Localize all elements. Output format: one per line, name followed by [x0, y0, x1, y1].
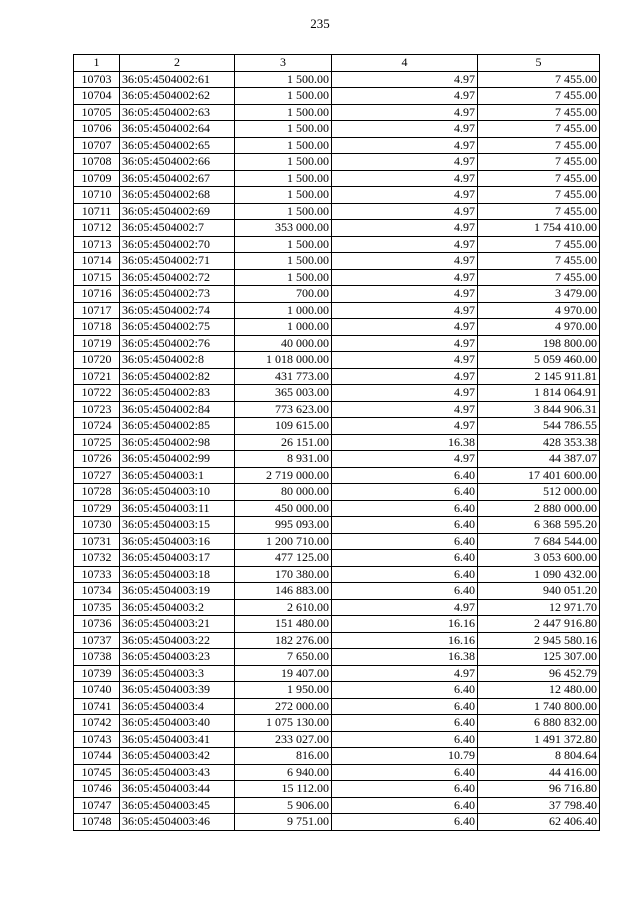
cadastral-number-cell: 36:05:4504003:15 [120, 517, 235, 534]
rate-cell: 4.97 [332, 203, 478, 220]
table-row [74, 368, 600, 385]
rate-cell: 4.97 [332, 269, 478, 286]
row-number-cell: 10736 [74, 616, 120, 633]
cadastral-number-cell: 36:05:4504002:85 [120, 418, 235, 435]
value-cell: 7 455.00 [478, 121, 600, 138]
table-row [74, 352, 600, 369]
rate-cell: 4.97 [332, 170, 478, 187]
table-row [74, 632, 600, 649]
row-number-cell: 10748 [74, 814, 120, 831]
row-number-cell: 10721 [74, 368, 120, 385]
table-header-row [74, 55, 600, 72]
table-row [74, 649, 600, 666]
rate-cell: 6.40 [332, 797, 478, 814]
table-row [74, 665, 600, 682]
row-number-cell: 10722 [74, 385, 120, 402]
row-number-cell: 10744 [74, 748, 120, 765]
value-cell: 7 455.00 [478, 236, 600, 253]
row-number-cell: 10733 [74, 566, 120, 583]
area-cell: 1 500.00 [235, 121, 332, 138]
area-cell: 2 610.00 [235, 599, 332, 616]
column-header-1: 1 [74, 55, 120, 72]
table-row [74, 451, 600, 468]
cadastral-number-cell: 36:05:4504003:11 [120, 500, 235, 517]
cadastral-number-cell: 36:05:4504002:98 [120, 434, 235, 451]
rate-cell: 4.97 [332, 368, 478, 385]
cadastral-number-cell: 36:05:4504002:71 [120, 253, 235, 270]
table-row [74, 731, 600, 748]
row-number-cell: 10714 [74, 253, 120, 270]
cadastral-number-cell: 36:05:4504003:41 [120, 731, 235, 748]
area-cell: 1 500.00 [235, 187, 332, 204]
value-cell: 7 455.00 [478, 154, 600, 171]
value-cell: 7 684 544.00 [478, 533, 600, 550]
value-cell: 12 971.70 [478, 599, 600, 616]
cadastral-number-cell: 36:05:4504002:70 [120, 236, 235, 253]
value-cell: 3 479.00 [478, 286, 600, 303]
cadastral-number-cell: 36:05:4504002:62 [120, 88, 235, 105]
area-cell: 450 000.00 [235, 500, 332, 517]
cadastral-number-cell: 36:05:4504003:46 [120, 814, 235, 831]
row-number-cell: 10707 [74, 137, 120, 154]
area-cell: 170 380.00 [235, 566, 332, 583]
area-cell: 477 125.00 [235, 550, 332, 567]
table-row [74, 88, 600, 105]
column-header-4: 4 [332, 55, 478, 72]
area-cell: 9 751.00 [235, 814, 332, 831]
rate-cell: 6.40 [332, 467, 478, 484]
cadastral-table [73, 54, 600, 831]
area-cell: 19 407.00 [235, 665, 332, 682]
value-cell: 7 455.00 [478, 170, 600, 187]
cadastral-number-cell: 36:05:4504002:84 [120, 401, 235, 418]
rate-cell: 4.97 [332, 665, 478, 682]
cadastral-number-cell: 36:05:4504003:1 [120, 467, 235, 484]
row-number-cell: 10703 [74, 71, 120, 88]
row-number-cell: 10726 [74, 451, 120, 468]
row-number-cell: 10735 [74, 599, 120, 616]
cadastral-number-cell: 36:05:4504003:16 [120, 533, 235, 550]
column-header-2: 2 [120, 55, 235, 72]
table-row [74, 715, 600, 732]
table-row [74, 220, 600, 237]
row-number-cell: 10732 [74, 550, 120, 567]
rate-cell: 4.97 [332, 418, 478, 435]
rate-cell: 4.97 [332, 236, 478, 253]
cadastral-number-cell: 36:05:4504002:69 [120, 203, 235, 220]
value-cell: 2 145 911.81 [478, 368, 600, 385]
area-cell: 816.00 [235, 748, 332, 765]
row-number-cell: 10725 [74, 434, 120, 451]
value-cell: 2 447 916.80 [478, 616, 600, 633]
cadastral-number-cell: 36:05:4504002:83 [120, 385, 235, 402]
area-cell: 1 200 710.00 [235, 533, 332, 550]
table-row [74, 121, 600, 138]
rate-cell: 6.40 [332, 533, 478, 550]
value-cell: 2 945 580.16 [478, 632, 600, 649]
row-number-cell: 10729 [74, 500, 120, 517]
table-row [74, 682, 600, 699]
area-cell: 8 931.00 [235, 451, 332, 468]
table-row [74, 533, 600, 550]
row-number-cell: 10715 [74, 269, 120, 286]
value-cell: 940 051.20 [478, 583, 600, 600]
row-number-cell: 10734 [74, 583, 120, 600]
cadastral-number-cell: 36:05:4504002:61 [120, 71, 235, 88]
value-cell: 8 804.64 [478, 748, 600, 765]
area-cell: 1 500.00 [235, 203, 332, 220]
row-number-cell: 10728 [74, 484, 120, 501]
row-number-cell: 10709 [74, 170, 120, 187]
area-cell: 700.00 [235, 286, 332, 303]
rate-cell: 4.97 [332, 319, 478, 336]
row-number-cell: 10741 [74, 698, 120, 715]
table-row [74, 797, 600, 814]
table-row [74, 170, 600, 187]
area-cell: 26 151.00 [235, 434, 332, 451]
area-cell: 1 500.00 [235, 88, 332, 105]
cadastral-number-cell: 36:05:4504002:66 [120, 154, 235, 171]
rate-cell: 6.40 [332, 566, 478, 583]
table-row [74, 434, 600, 451]
table-row [74, 484, 600, 501]
area-cell: 2 719 000.00 [235, 467, 332, 484]
value-cell: 96 716.80 [478, 781, 600, 798]
value-cell: 3 053 600.00 [478, 550, 600, 567]
row-number-cell: 10730 [74, 517, 120, 534]
table-row [74, 104, 600, 121]
table-row [74, 764, 600, 781]
rate-cell: 4.97 [332, 187, 478, 204]
cadastral-number-cell: 36:05:4504003:43 [120, 764, 235, 781]
table-body [74, 71, 600, 830]
rate-cell: 6.40 [332, 550, 478, 567]
cadastral-number-cell: 36:05:4504002:72 [120, 269, 235, 286]
cadastral-number-cell: 36:05:4504002:67 [120, 170, 235, 187]
table-row [74, 137, 600, 154]
rate-cell: 4.97 [332, 451, 478, 468]
area-cell: 1 500.00 [235, 269, 332, 286]
value-cell: 96 452.79 [478, 665, 600, 682]
area-cell: 1 950.00 [235, 682, 332, 699]
rate-cell: 6.40 [332, 731, 478, 748]
column-header-3: 3 [235, 55, 332, 72]
cadastral-number-cell: 36:05:4504003:39 [120, 682, 235, 699]
table-row [74, 401, 600, 418]
value-cell: 4 970.00 [478, 302, 600, 319]
value-cell: 44 416.00 [478, 764, 600, 781]
value-cell: 198 800.00 [478, 335, 600, 352]
table-row [74, 154, 600, 171]
cadastral-number-cell: 36:05:4504003:40 [120, 715, 235, 732]
value-cell: 17 401 600.00 [478, 467, 600, 484]
table-row [74, 599, 600, 616]
area-cell: 1 500.00 [235, 71, 332, 88]
area-cell: 146 883.00 [235, 583, 332, 600]
table-row [74, 203, 600, 220]
value-cell: 3 844 906.31 [478, 401, 600, 418]
area-cell: 5 906.00 [235, 797, 332, 814]
value-cell: 7 455.00 [478, 71, 600, 88]
area-cell: 151 480.00 [235, 616, 332, 633]
value-cell: 7 455.00 [478, 187, 600, 204]
rate-cell: 16.38 [332, 649, 478, 666]
value-cell: 6 880 832.00 [478, 715, 600, 732]
rate-cell: 6.40 [332, 698, 478, 715]
row-number-cell: 10740 [74, 682, 120, 699]
row-number-cell: 10720 [74, 352, 120, 369]
rate-cell: 4.97 [332, 401, 478, 418]
table-row [74, 550, 600, 567]
cadastral-number-cell: 36:05:4504002:82 [120, 368, 235, 385]
table-row [74, 467, 600, 484]
rate-cell: 4.97 [332, 385, 478, 402]
cadastral-number-cell: 36:05:4504002:65 [120, 137, 235, 154]
value-cell: 62 406.40 [478, 814, 600, 831]
table-row [74, 236, 600, 253]
rate-cell: 6.40 [332, 715, 478, 732]
cadastral-number-cell: 36:05:4504002:99 [120, 451, 235, 468]
table-row [74, 698, 600, 715]
value-cell: 1 740 800.00 [478, 698, 600, 715]
cadastral-number-cell: 36:05:4504003:18 [120, 566, 235, 583]
rate-cell: 6.40 [332, 814, 478, 831]
cadastral-number-cell: 36:05:4504002:74 [120, 302, 235, 319]
table-row [74, 286, 600, 303]
row-number-cell: 10727 [74, 467, 120, 484]
cadastral-number-cell: 36:05:4504002:73 [120, 286, 235, 303]
rate-cell: 4.97 [332, 352, 478, 369]
rate-cell: 4.97 [332, 335, 478, 352]
value-cell: 7 455.00 [478, 104, 600, 121]
cadastral-number-cell: 36:05:4504003:10 [120, 484, 235, 501]
area-cell: 15 112.00 [235, 781, 332, 798]
row-number-cell: 10737 [74, 632, 120, 649]
value-cell: 7 455.00 [478, 253, 600, 270]
area-cell: 272 000.00 [235, 698, 332, 715]
row-number-cell: 10717 [74, 302, 120, 319]
area-cell: 365 003.00 [235, 385, 332, 402]
row-number-cell: 10705 [74, 104, 120, 121]
cadastral-number-cell: 36:05:4504002:64 [120, 121, 235, 138]
area-cell: 40 000.00 [235, 335, 332, 352]
area-cell: 80 000.00 [235, 484, 332, 501]
cadastral-number-cell: 36:05:4504002:75 [120, 319, 235, 336]
cadastral-number-cell: 36:05:4504003:22 [120, 632, 235, 649]
area-cell: 1 075 130.00 [235, 715, 332, 732]
row-number-cell: 10745 [74, 764, 120, 781]
rate-cell: 4.97 [332, 253, 478, 270]
rate-cell: 10.79 [332, 748, 478, 765]
row-number-cell: 10713 [74, 236, 120, 253]
rate-cell: 6.40 [332, 517, 478, 534]
table-row [74, 814, 600, 831]
table-row [74, 616, 600, 633]
cadastral-number-cell: 36:05:4504003:23 [120, 649, 235, 666]
value-cell: 1 814 064.91 [478, 385, 600, 402]
row-number-cell: 10746 [74, 781, 120, 798]
table-row [74, 566, 600, 583]
area-cell: 109 615.00 [235, 418, 332, 435]
row-number-cell: 10716 [74, 286, 120, 303]
table-row [74, 748, 600, 765]
table-row [74, 335, 600, 352]
value-cell: 125 307.00 [478, 649, 600, 666]
value-cell: 7 455.00 [478, 88, 600, 105]
area-cell: 773 623.00 [235, 401, 332, 418]
area-cell: 1 500.00 [235, 104, 332, 121]
cadastral-number-cell: 36:05:4504003:42 [120, 748, 235, 765]
area-cell: 1 000.00 [235, 319, 332, 336]
value-cell: 544 786.55 [478, 418, 600, 435]
area-cell: 1 018 000.00 [235, 352, 332, 369]
value-cell: 7 455.00 [478, 203, 600, 220]
area-cell: 1 500.00 [235, 253, 332, 270]
cadastral-number-cell: 36:05:4504002:8 [120, 352, 235, 369]
cadastral-number-cell: 36:05:4504002:63 [120, 104, 235, 121]
row-number-cell: 10724 [74, 418, 120, 435]
area-cell: 182 276.00 [235, 632, 332, 649]
cadastral-number-cell: 36:05:4504003:4 [120, 698, 235, 715]
value-cell: 428 353.38 [478, 434, 600, 451]
row-number-cell: 10747 [74, 797, 120, 814]
rate-cell: 4.97 [332, 71, 478, 88]
rate-cell: 16.16 [332, 616, 478, 633]
area-cell: 233 027.00 [235, 731, 332, 748]
value-cell: 44 387.07 [478, 451, 600, 468]
row-number-cell: 10706 [74, 121, 120, 138]
rate-cell: 4.97 [332, 121, 478, 138]
cadastral-number-cell: 36:05:4504002:7 [120, 220, 235, 237]
cadastral-number-cell: 36:05:4504003:44 [120, 781, 235, 798]
rate-cell: 4.97 [332, 599, 478, 616]
area-cell: 995 093.00 [235, 517, 332, 534]
row-number-cell: 10719 [74, 335, 120, 352]
area-cell: 1 000.00 [235, 302, 332, 319]
row-number-cell: 10704 [74, 88, 120, 105]
area-cell: 1 500.00 [235, 170, 332, 187]
column-header-5: 5 [478, 55, 600, 72]
rate-cell: 6.40 [332, 764, 478, 781]
table-row [74, 500, 600, 517]
value-cell: 7 455.00 [478, 137, 600, 154]
cadastral-number-cell: 36:05:4504003:17 [120, 550, 235, 567]
row-number-cell: 10710 [74, 187, 120, 204]
value-cell: 7 455.00 [478, 269, 600, 286]
rate-cell: 4.97 [332, 220, 478, 237]
rate-cell: 6.40 [332, 484, 478, 501]
row-number-cell: 10723 [74, 401, 120, 418]
rate-cell: 4.97 [332, 302, 478, 319]
rate-cell: 6.40 [332, 682, 478, 699]
table-row [74, 253, 600, 270]
rate-cell: 4.97 [332, 137, 478, 154]
row-number-cell: 10708 [74, 154, 120, 171]
rate-cell: 6.40 [332, 500, 478, 517]
row-number-cell: 10712 [74, 220, 120, 237]
table-row [74, 319, 600, 336]
rate-cell: 16.38 [332, 434, 478, 451]
area-cell: 7 650.00 [235, 649, 332, 666]
rate-cell: 4.97 [332, 88, 478, 105]
table-row [74, 187, 600, 204]
cadastral-number-cell: 36:05:4504002:76 [120, 335, 235, 352]
value-cell: 37 798.40 [478, 797, 600, 814]
row-number-cell: 10739 [74, 665, 120, 682]
row-number-cell: 10718 [74, 319, 120, 336]
row-number-cell: 10711 [74, 203, 120, 220]
rate-cell: 4.97 [332, 104, 478, 121]
cadastral-number-cell: 36:05:4504003:21 [120, 616, 235, 633]
value-cell: 6 368 595.20 [478, 517, 600, 534]
area-cell: 431 773.00 [235, 368, 332, 385]
cadastral-number-cell: 36:05:4504003:19 [120, 583, 235, 600]
table-row [74, 517, 600, 534]
rate-cell: 6.40 [332, 583, 478, 600]
area-cell: 353 000.00 [235, 220, 332, 237]
table-row [74, 302, 600, 319]
value-cell: 512 000.00 [478, 484, 600, 501]
table-row [74, 418, 600, 435]
rate-cell: 16.16 [332, 632, 478, 649]
value-cell: 1 754 410.00 [478, 220, 600, 237]
cadastral-number-cell: 36:05:4504003:45 [120, 797, 235, 814]
cadastral-number-cell: 36:05:4504003:2 [120, 599, 235, 616]
area-cell: 6 940.00 [235, 764, 332, 781]
value-cell: 12 480.00 [478, 682, 600, 699]
rate-cell: 4.97 [332, 154, 478, 171]
rate-cell: 4.97 [332, 286, 478, 303]
row-number-cell: 10742 [74, 715, 120, 732]
cadastral-number-cell: 36:05:4504002:68 [120, 187, 235, 204]
value-cell: 4 970.00 [478, 319, 600, 336]
table-row [74, 71, 600, 88]
table-row [74, 781, 600, 798]
row-number-cell: 10743 [74, 731, 120, 748]
value-cell: 2 880 000.00 [478, 500, 600, 517]
row-number-cell: 10731 [74, 533, 120, 550]
table-row [74, 269, 600, 286]
row-number-cell: 10738 [74, 649, 120, 666]
table-row [74, 583, 600, 600]
area-cell: 1 500.00 [235, 236, 332, 253]
area-cell: 1 500.00 [235, 154, 332, 171]
cadastral-number-cell: 36:05:4504003:3 [120, 665, 235, 682]
value-cell: 5 059 460.00 [478, 352, 600, 369]
table-row [74, 385, 600, 402]
page-number: 235 [310, 16, 330, 31]
area-cell: 1 500.00 [235, 137, 332, 154]
value-cell: 1 491 372.80 [478, 731, 600, 748]
rate-cell: 6.40 [332, 781, 478, 798]
value-cell: 1 090 432.00 [478, 566, 600, 583]
